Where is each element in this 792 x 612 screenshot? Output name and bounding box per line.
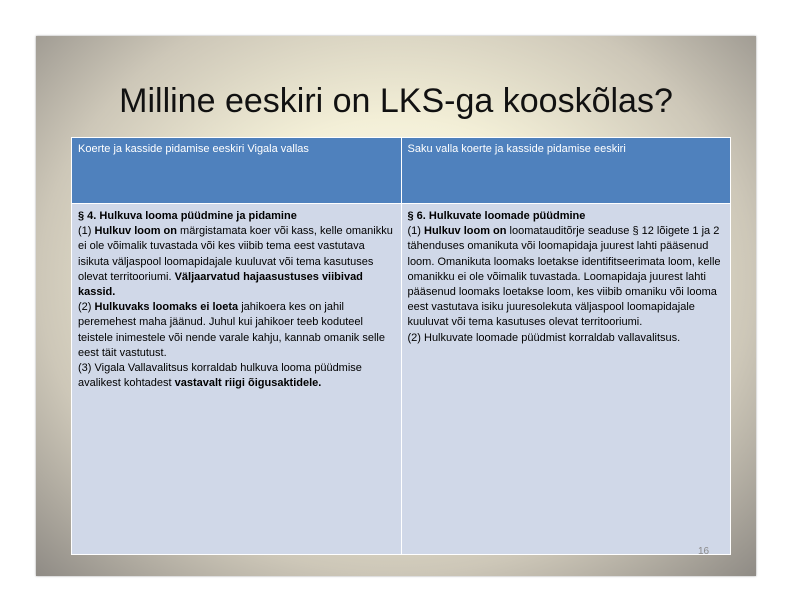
- bold-term: Hulkuv loom on: [94, 225, 177, 238]
- paragraph-3-vigala: [78, 361, 395, 391]
- paragraph-prefix: (1): [407, 225, 424, 238]
- section-title-vigala: § 4. Hulkuva looma püüdmine ja pidamine: [78, 210, 297, 222]
- paragraph-prefix: (1): [78, 225, 95, 238]
- table-header-row: [72, 138, 731, 204]
- paragraph-text: loomatauditõrje seaduse § 12 lõigete 1 ja 2 tähenduses omanikuta või loomapidaja juurest lahti pääsenud loom. Omanikuta loomaks loetakse identifitseerimata loom, kelle omanikku ei ole võimalik tuvastada. Loomapidaja juurest lahti pääsenud loomaks loetakse loom, kes viibib omaniku või looma eest vastutava isiku juuresolekuta väljaspool loomapidajale kuuluvat või tema kasutuses olevat territooriumi.: [407, 225, 721, 329]
- header-vigala: Koerte ja kasside pidamise eeskiri Vigala vallas: [72, 138, 402, 204]
- paragraph-text: jahikoera kes on jahil peremehest maha jäänud. Juhul kui jahikoer teeb koduteel teistele inimestele või nende varale kahju, kannab omanik selle eest täit vastutust.: [78, 301, 385, 359]
- paragraph-1-saku: [408, 224, 725, 330]
- bold-term: Hulkuvaks loomaks ei loeta: [94, 301, 239, 314]
- slide-title: Milline eeskiri on LKS-ga kooskõlas?: [119, 82, 673, 120]
- paragraph-1-vigala: [78, 224, 395, 300]
- paragraph-2-vigala: [78, 300, 395, 361]
- bold-term: vastavalt riigi õigusaktidele.: [174, 377, 322, 390]
- bold-term: Väljaarvatud hajaasustuses viibivad kassid.: [78, 270, 363, 299]
- comparison-table: [71, 137, 731, 555]
- section-title-saku: § 6. Hulkuvate loomade püüdmine: [407, 210, 586, 222]
- cell-vigala-text: [72, 204, 402, 555]
- paragraph-prefix: (2): [78, 301, 95, 314]
- table-row: [72, 204, 731, 555]
- paragraph-text: (3) Vigala Vallavalitsus korraldab hulkuva looma püüdmise avalikest kohtadest: [78, 362, 362, 390]
- bold-term: Hulkuv loom on: [424, 225, 507, 238]
- paragraph-text: märgistamata koer või kass, kelle omanikku ei ole võimalik tuvastada või kes viibib tema eest vastutava isikuta väljaspool loomapidajale kuuluvat või tema kasutuses olevat territooriumi.: [78, 225, 393, 283]
- paragraph-2-saku: (2) Hulkuvate loomade püüdmist korraldab vallavalitsus.: [407, 331, 681, 344]
- page-number: 16: [698, 546, 710, 557]
- cell-saku-text: [401, 204, 731, 555]
- header-saku: Saku valla koerte ja kasside pidamise eeskiri: [401, 138, 731, 204]
